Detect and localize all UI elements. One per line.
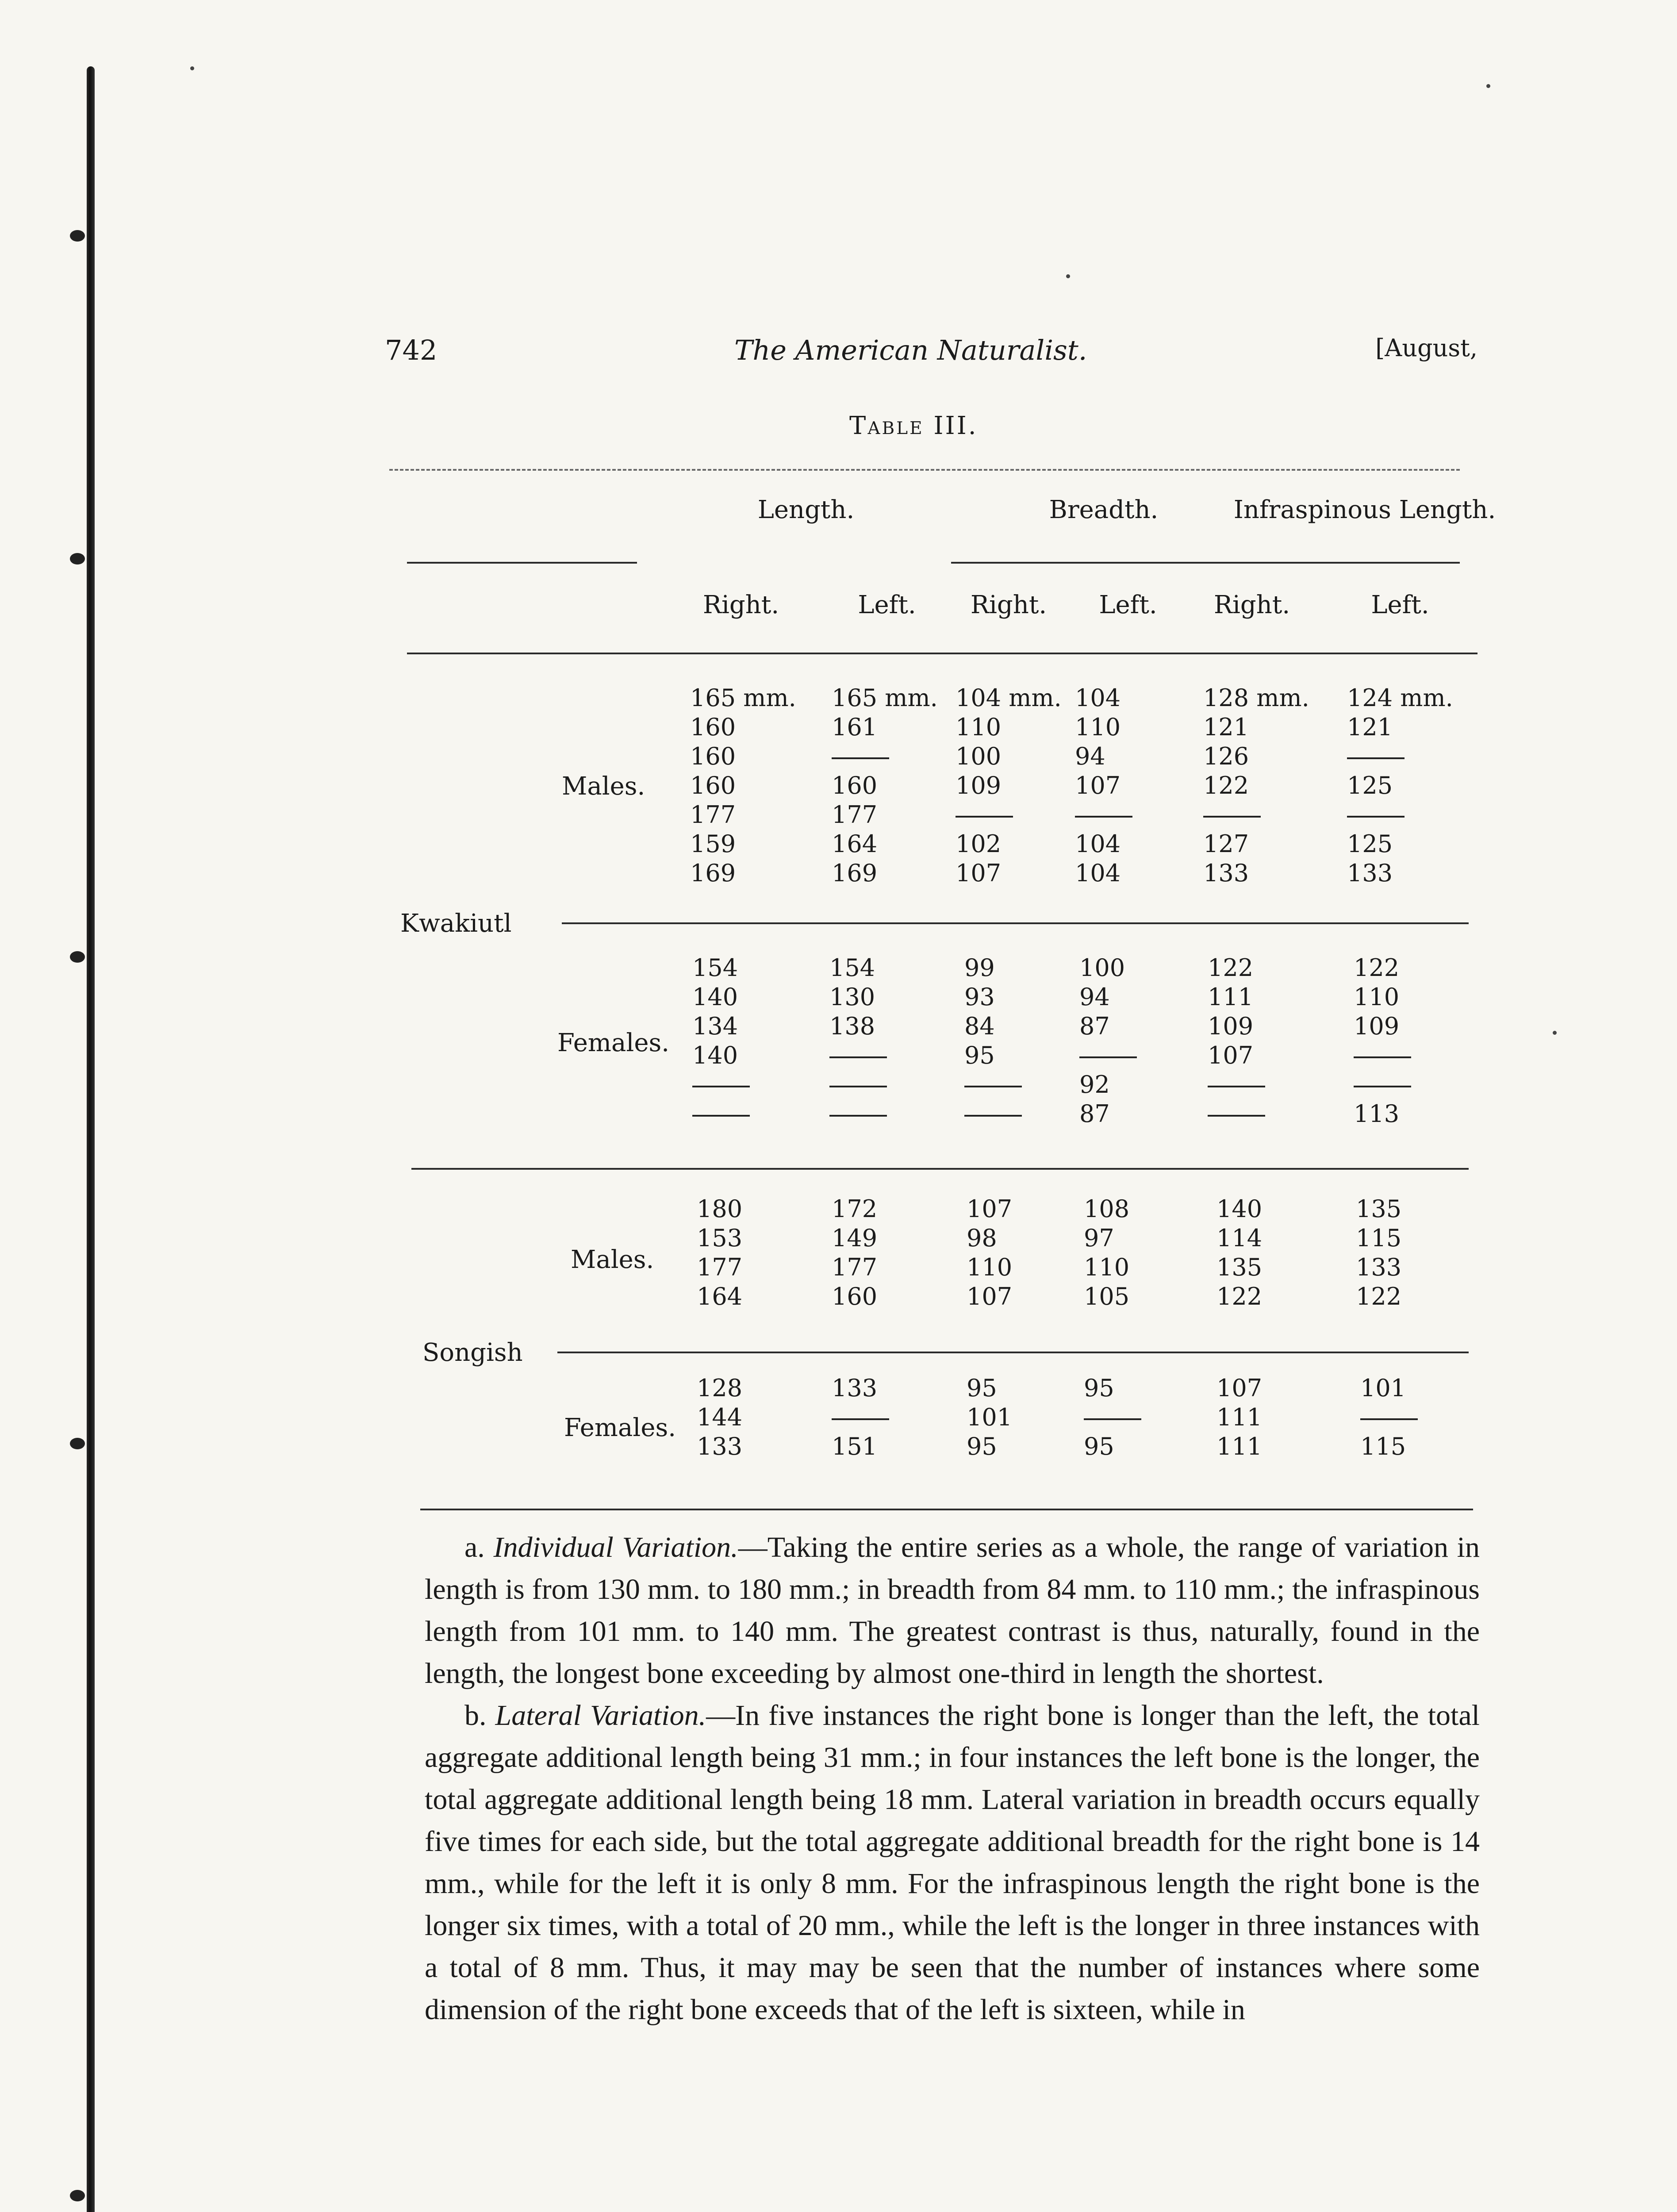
table-dash <box>1360 1403 1418 1432</box>
table-cell: 111 <box>1208 983 1254 1011</box>
header-rule <box>407 562 637 564</box>
table-cell: 177 <box>832 1253 878 1281</box>
paragraph-lead: Individual Variation. <box>493 1531 738 1563</box>
table-cell: 104 mm. <box>956 684 1062 712</box>
data-column <box>1347 684 1453 888</box>
binding-notch <box>70 230 85 242</box>
table-cell: 160 <box>832 772 878 799</box>
table-cell: 133 <box>697 1432 743 1460</box>
table-cell: 111 <box>1216 1432 1263 1460</box>
data-column <box>1084 1374 1141 1461</box>
table-cell: 107 <box>1216 1374 1263 1402</box>
table-dash <box>1079 1041 1137 1070</box>
table-dash <box>1075 800 1132 830</box>
table-cell: 104 <box>1075 830 1121 858</box>
sex-divider-rule <box>562 922 1469 924</box>
table-cell: 165 mm. <box>690 684 796 712</box>
table-cell: 84 <box>964 1012 995 1040</box>
data-column <box>832 684 938 888</box>
table-cell: 122 <box>1208 954 1254 982</box>
sex-label-males: Males. <box>571 1245 654 1274</box>
table-cell: 138 <box>829 1012 875 1040</box>
data-column <box>967 1194 1012 1311</box>
table-cell: 87 <box>1079 1012 1110 1040</box>
paragraph-individual-variation <box>425 1526 1480 1694</box>
table-dash <box>692 1070 750 1099</box>
table-cell: 95 <box>967 1374 997 1402</box>
table-cell: 133 <box>1356 1253 1402 1281</box>
header-rule <box>951 562 1460 564</box>
table-dash <box>1208 1099 1265 1129</box>
table-cell: 151 <box>832 1432 878 1460</box>
table-cell: 177 <box>697 1253 743 1281</box>
table-cell: 130 <box>829 983 875 1011</box>
data-column <box>832 1374 889 1461</box>
table-cell: 128 <box>697 1374 743 1402</box>
table-cell: 164 <box>697 1283 743 1310</box>
table-cell: 100 <box>956 742 1002 770</box>
column-group-length: Length. <box>757 495 855 524</box>
table-cell: 127 <box>1203 830 1249 858</box>
table-cell: 105 <box>1084 1283 1130 1310</box>
table-cell: 177 <box>690 801 736 829</box>
data-column <box>1084 1194 1129 1311</box>
table-cell: 161 <box>832 713 878 741</box>
data-column <box>1208 953 1265 1129</box>
data-column <box>956 684 1062 888</box>
table-title: Table III. <box>849 411 978 440</box>
table-cell: 121 <box>1347 713 1393 741</box>
table-cell: 140 <box>692 983 738 1011</box>
table-cell: 101 <box>1360 1374 1406 1402</box>
subheader-infraspinous-right: Right. <box>1213 591 1290 619</box>
table-cell: 165 mm. <box>832 684 938 712</box>
table-cell: 115 <box>1360 1432 1406 1460</box>
table-cell: 140 <box>1216 1195 1263 1223</box>
sex-label-females: Females. <box>564 1413 676 1442</box>
journal-title: The American Naturalist. <box>734 334 1087 366</box>
issue-date: [August, <box>1375 334 1477 362</box>
table-cell: 160 <box>690 713 736 741</box>
scan-speck <box>1066 274 1070 278</box>
data-column <box>1360 1374 1418 1461</box>
data-column <box>697 1194 742 1311</box>
data-column <box>1075 684 1132 888</box>
table-dash <box>1347 742 1453 771</box>
table-cell: 149 <box>832 1224 878 1252</box>
binding-notch <box>70 553 85 565</box>
scan-speck <box>1486 84 1490 88</box>
table-cell: 107 <box>967 1195 1013 1223</box>
table-cell: 164 <box>832 830 878 858</box>
table-cell: 128 mm. <box>1203 684 1309 712</box>
table-dash <box>1208 1070 1265 1099</box>
scan-speck <box>1553 1031 1557 1035</box>
subheader-infraspinous-left: Left. <box>1371 591 1429 619</box>
table-cell: 159 <box>690 830 736 858</box>
paragraph-marker: b. <box>464 1699 487 1732</box>
paragraph-text: —Taking the entire series as a whole, the range of variation in length is from 130 mm. to 180 mm.; in breadth from 84 mm. to 110 mm.; the infraspinous length from 101 mm. to 140 mm. The greatest contrast is thus, naturally, found in the length, the longest bone exceeding by almost one-third in length the shortest. <box>425 1531 1480 1690</box>
table-cell: 107 <box>956 859 1002 887</box>
table-cell: 125 <box>1347 772 1393 799</box>
table-top-rule <box>389 469 1460 471</box>
table-cell: 115 <box>1356 1224 1402 1252</box>
table-cell: 108 <box>1084 1195 1130 1223</box>
table-cell: 95 <box>1084 1432 1114 1460</box>
table-cell: 99 <box>964 954 995 982</box>
table-cell: 122 <box>1203 772 1249 799</box>
table-cell: 109 <box>1208 1012 1254 1040</box>
table-cell: 125 <box>1347 830 1393 858</box>
table-cell: 154 <box>829 954 875 982</box>
data-column <box>1354 953 1411 1129</box>
paragraph-marker: a. <box>464 1531 485 1563</box>
table-dash <box>1354 1041 1411 1070</box>
table-cell: 160 <box>832 1283 878 1310</box>
table-cell: 122 <box>1356 1283 1402 1310</box>
sex-divider-rule <box>557 1352 1469 1353</box>
subheader-breadth-right: Right. <box>970 591 1047 619</box>
table-cell: 154 <box>692 954 738 982</box>
data-column <box>967 1374 1012 1461</box>
table-cell: 135 <box>1356 1195 1402 1223</box>
table-cell: 134 <box>692 1012 738 1040</box>
data-column <box>1356 1194 1401 1311</box>
binding-notch <box>70 1438 85 1449</box>
data-column <box>1079 953 1137 1129</box>
data-column <box>690 684 796 888</box>
table-cell: 95 <box>1084 1374 1114 1402</box>
table-cell: 107 <box>967 1283 1013 1310</box>
table-cell: 94 <box>1079 983 1110 1011</box>
data-column <box>832 1194 877 1311</box>
table-dash <box>832 742 938 771</box>
table-cell: 101 <box>967 1403 1013 1431</box>
table-cell: 153 <box>697 1224 743 1252</box>
table-cell: 169 <box>690 859 736 887</box>
table-cell: 160 <box>690 742 736 770</box>
tribe-divider-rule <box>411 1168 1469 1170</box>
table-bottom-rule <box>420 1509 1473 1510</box>
table-dash <box>1084 1403 1141 1432</box>
table-dash <box>964 1070 1022 1099</box>
data-column <box>829 953 887 1129</box>
table-dash <box>692 1099 750 1129</box>
table-cell: 111 <box>1216 1403 1263 1431</box>
tribe-label-songish: Songish <box>422 1338 523 1367</box>
table-cell: 95 <box>964 1041 995 1069</box>
column-group-infraspinous: Infraspinous Length. <box>1233 495 1496 524</box>
table-cell: 133 <box>1347 859 1393 887</box>
table-cell: 110 <box>1084 1253 1130 1281</box>
data-column <box>1216 1194 1262 1311</box>
table-cell: 110 <box>1354 983 1400 1011</box>
table-cell: 100 <box>1079 954 1125 982</box>
table-cell: 133 <box>832 1374 878 1402</box>
table-cell: 87 <box>1079 1100 1110 1128</box>
table-cell: 109 <box>1354 1012 1400 1040</box>
table-cell: 102 <box>956 830 1002 858</box>
table-cell: 172 <box>832 1195 878 1223</box>
table-dash <box>1347 800 1453 830</box>
binding-notch <box>70 951 85 963</box>
table-cell: 110 <box>967 1253 1013 1281</box>
table-dash <box>829 1070 887 1099</box>
table-cell: 97 <box>1084 1224 1114 1252</box>
table-cell: 104 <box>1075 684 1121 712</box>
table-dash <box>956 800 1062 830</box>
scan-speck <box>190 66 194 70</box>
table-dash <box>1354 1070 1411 1099</box>
sex-label-females: Females. <box>557 1029 670 1057</box>
table-dash <box>1203 800 1309 830</box>
column-group-breadth: Breadth. <box>1049 495 1159 524</box>
table-cell: 126 <box>1203 742 1249 770</box>
body-text <box>425 1526 1480 2031</box>
table-cell: 122 <box>1216 1283 1263 1310</box>
data-column <box>692 953 750 1129</box>
data-column <box>697 1374 742 1461</box>
table-cell: 122 <box>1354 954 1400 982</box>
table-cell: 107 <box>1208 1041 1254 1069</box>
data-column <box>1203 684 1309 888</box>
table-cell: 92 <box>1079 1071 1110 1098</box>
table-cell: 98 <box>967 1224 997 1252</box>
table-cell: 93 <box>964 983 995 1011</box>
table-cell: 160 <box>690 772 736 799</box>
paragraph-lateral-variation <box>425 1694 1480 2031</box>
tribe-label-kwakiutl: Kwakiutl <box>400 909 512 938</box>
subheader-breadth-left: Left. <box>1099 591 1157 619</box>
table-cell: 110 <box>956 713 1002 741</box>
table-cell: 180 <box>697 1195 743 1223</box>
table-cell: 95 <box>967 1432 997 1460</box>
subheader-length-right: Right. <box>702 591 779 619</box>
table-cell: 144 <box>697 1403 743 1431</box>
table-cell: 177 <box>832 801 878 829</box>
running-header <box>385 334 1477 383</box>
table-cell: 110 <box>1075 713 1121 741</box>
table-cell: 114 <box>1216 1224 1263 1252</box>
table-cell: 133 <box>1203 859 1249 887</box>
table-dash <box>964 1099 1022 1129</box>
table-cell: 121 <box>1203 713 1249 741</box>
table-cell: 140 <box>692 1041 738 1069</box>
table-cell: 109 <box>956 772 1002 799</box>
table-cell: 113 <box>1354 1100 1400 1128</box>
paragraph-lead: Lateral Variation. <box>495 1699 706 1732</box>
table-cell: 135 <box>1216 1253 1263 1281</box>
table-cell: 124 mm. <box>1347 684 1453 712</box>
binding-notch <box>70 2190 85 2201</box>
page-binding <box>87 66 95 2212</box>
subheader-length-left: Left. <box>858 591 916 619</box>
table-cell: 169 <box>832 859 878 887</box>
table-cell: 104 <box>1075 859 1121 887</box>
data-column <box>964 953 1022 1129</box>
data-column <box>1216 1374 1262 1461</box>
table-dash <box>832 1403 889 1432</box>
table-dash <box>829 1099 887 1129</box>
page-number: 742 <box>385 334 437 366</box>
header-bottom-rule <box>407 653 1477 654</box>
paragraph-text: —In five instances the right bone is longer than the left, the total aggregate additional length being 31 mm.; in four instances the left bone is the longer, the total aggregate additional length being 18 mm. Lateral variation in breadth occurs equally five times for each side, but the total aggregate additional breadth for the right bone is 14 mm., while for the left it is only 8 mm. For the infraspinous length the right bone is the longer six times, with a total of 20 mm., while the left is the longer in three instances with a total of 8 mm. Thus, it may may be seen that the number of instances where some dimension of the right bone exceeds that of the left is sixteen, while in <box>425 1699 1480 2026</box>
table-cell: 94 <box>1075 742 1105 770</box>
table-dash <box>829 1041 887 1070</box>
sex-label-males: Males. <box>562 772 645 801</box>
table-cell: 107 <box>1075 772 1121 799</box>
